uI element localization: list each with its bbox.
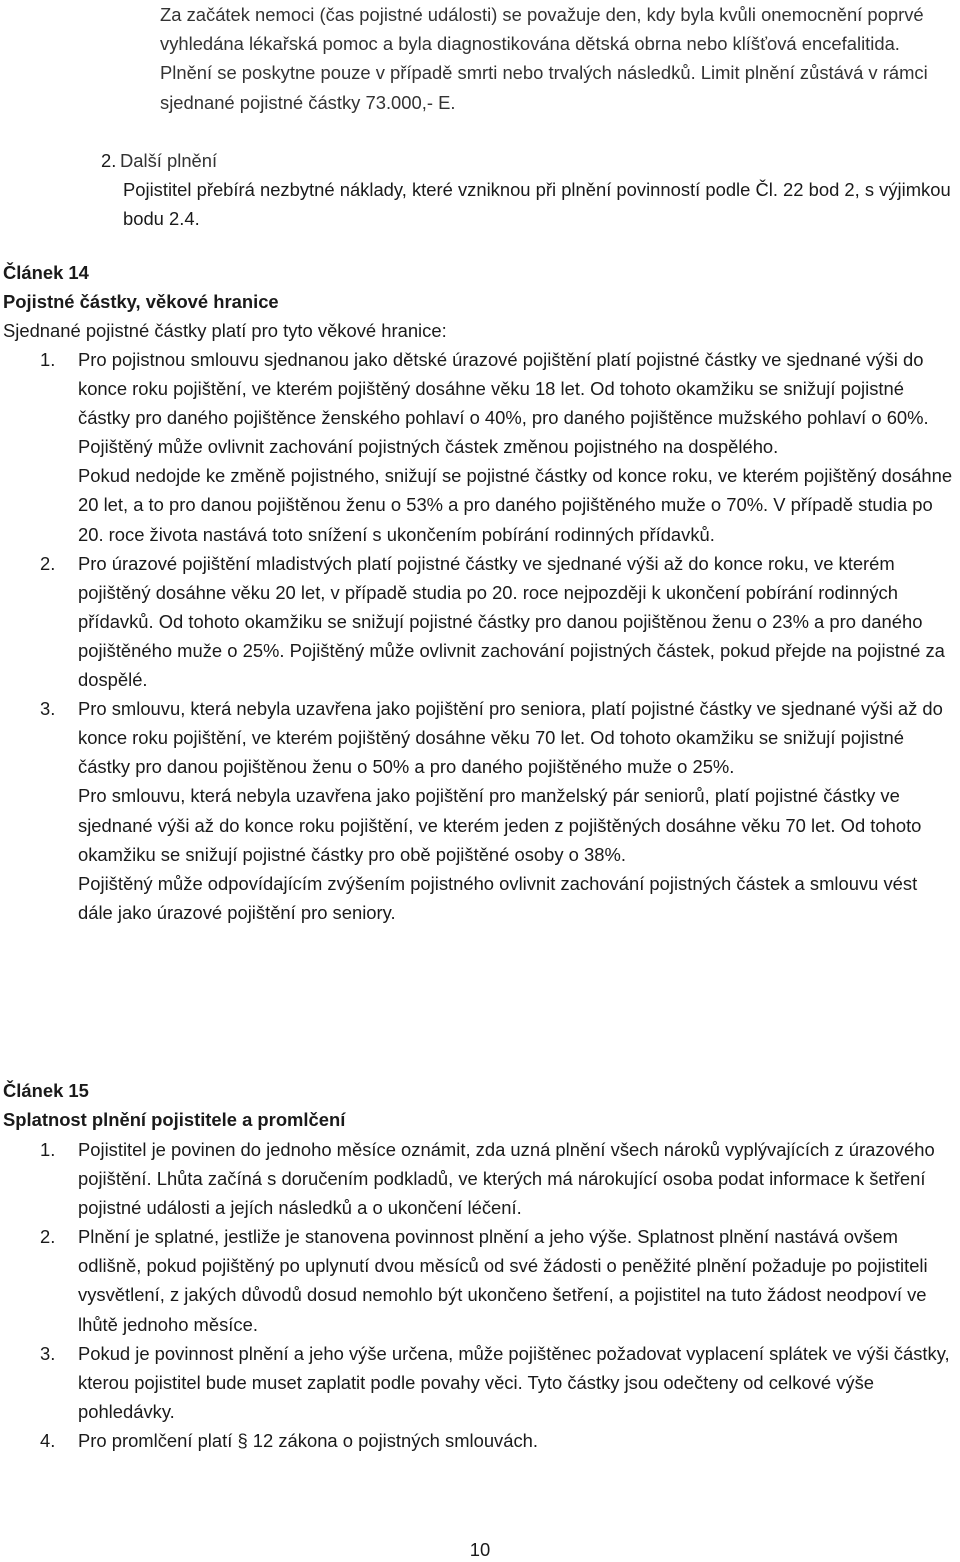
item-text: Pokud je povinnost plnění a jeho výše určena, může pojištěnec požadovat vyplacení splátek ve výši částky, kterou pojistitel bude muset zaplatit podle povahy věci. Tyto částky jsou odečteny od celkové výše pohledávky. [78,1342,950,1422]
list-item [40,1339,955,1426]
item-text: Pro smlouvu, která nebyla uzavřena jako pojištění pro manželský pár seniorů, platí pojistné částky ve sjednané výši až do konce roku pojištění, ve kterém jeden z pojištěných dosáhne věku 70 let. Od tohoto okamžiku se snižují pojistné částky pro obě pojištěné osoby o 38%. [78,785,922,865]
item-number: 4. [40,1429,56,1451]
item-text: Pro pojistnou smlouvu sjednanou jako dětské úrazové pojištění platí pojistné částky ve sjednané výši do konce roku pojištění, ve kterém pojištěný dosáhne věku 18 let. Od tohoto okamžiku se snižují pojistné částky pro daného pojištěnce ženského pohlaví o 40%, pro daného pojištěnce mužského pohlaví o 60%. Pojištěný může ovlivnit zachování pojistných částek změnou pojistného na dospělého. [78,349,929,458]
intro-paragraph-1: Za začátek nemoci (čas pojistné události) se považuje den, kdy byla kvůli onemocnění poprvé vyhledána lékařská pomoc a byla diagnostikována dětská obrna nebo klíšťová encefalitida. [160,4,924,55]
item-text: Pojištěný může odpovídajícím zvýšením pojistného ovlivnit zachování pojistných částek a smlouvu vést dále jako úrazové pojištění pro seniory. [78,872,918,923]
intro-block [160,0,940,117]
list-item [40,694,955,927]
item-number: 3. [40,1342,56,1364]
subsection-body: Pojistitel přebírá nezbytné náklady, které vzniknou při plnění povinností podle Čl. 22 bod 2, s výjimkou bodu 2.4. [123,179,951,229]
article-15-heading: Článek 15 [3,1080,89,1101]
item-number: 2. [40,1226,56,1248]
list-item [40,1426,955,1455]
item-text: Pojistitel je povinen do jednoho měsíce oznámit, zda uzná plnění všech nároků vyplývajících z úrazového pojištění. Lhůta začíná s doručením podkladů, ve kterých má nárokující osoba podat informace k šetření pojistné události a jejích následků a o ukončení léčení. [78,1139,935,1219]
article-15-list [40,1135,955,1455]
list-item [40,549,955,694]
list-item [40,1135,955,1222]
item-text: Pro promlčení platí § 12 zákona o pojistných smlouvách. [78,1429,539,1451]
item-number: 3. [40,698,56,720]
article-14-intro: Sjednané pojistné částky platí pro tyto věkové hranice: [3,320,447,341]
subsection-title: Další plnění [120,150,218,171]
subsection-number: 2. [101,150,117,171]
article-15-subheading: Splatnost plnění pojistitele a promlčení [3,1109,346,1130]
item-number: 1. [40,1139,56,1160]
item-text: Pro smlouvu, která nebyla uzavřena jako pojištění pro seniora, platí pojistné částky ve sjednané výši až do konce roku pojištění, ve kterém pojištěný dosáhne věku 70 let. Od tohoto okamžiku se snižují pojistné částky pro danou pojištěnou ženu o 50% a pro daného pojištěného muže o 25%. [78,698,943,778]
item-text: Plnění je splatné, jestliže je stanovena povinnost plnění a jeho výše. Splatnost plnění nastává ovšem odlišně, pokud pojištěný po uplynutí dvou měsíců od své žádosti o peněžité plnění požaduje po pojistiteli vysvětlení, z jakých důvodů dosud nemohlo být ukončeno šetření, a pojistitel na tuto žádost neodpoví ve lhůtě jednoho měsíce. [78,1226,928,1335]
item-text: Pokud nedojde ke změně pojistného, snižují se pojistné částky od konce roku, ve kterém pojištěný dosáhne 20 let, a to pro danou pojištěnou ženu o 53% a pro daného pojištěného muže o 70%. V případě studia po 20. roce života nastává toto snížení s ukončením pobírání rodinných přídavků. [78,465,953,545]
list-item [40,1222,955,1338]
item-text: Pro úrazové pojištění mladistvých platí pojistné částky ve sjednané výši až do konce roku, ve kterém pojištěný dosáhne věku 20 let, v případě studia po 20. roce nejpozději k ukončení pobírání rodinných přídavků. Od tohoto okamžiku se snižují pojistné částky pro danou pojištěnou ženu o 23% a pro daného pojištěného muže o 25%. Pojištěný může ovlivnit zachování pojistných částek, pokud přejde na pojistné za dospělé. [78,552,945,691]
page-number: 10 [469,1539,491,1560]
article-14-heading: Článek 14 [3,262,89,283]
item-number: 1. [40,349,56,370]
article-14-subheading: Pojistné částky, věkové hranice [3,291,279,312]
item-number: 2. [40,552,56,574]
article-14-list [40,345,955,927]
list-item [40,345,955,549]
intro-paragraph-2: Plnění se poskytne pouze v případě smrti nebo trvalých následků. Limit plnění zůstává v rámci sjednané pojistné částky 73.000,- E. [160,62,928,113]
